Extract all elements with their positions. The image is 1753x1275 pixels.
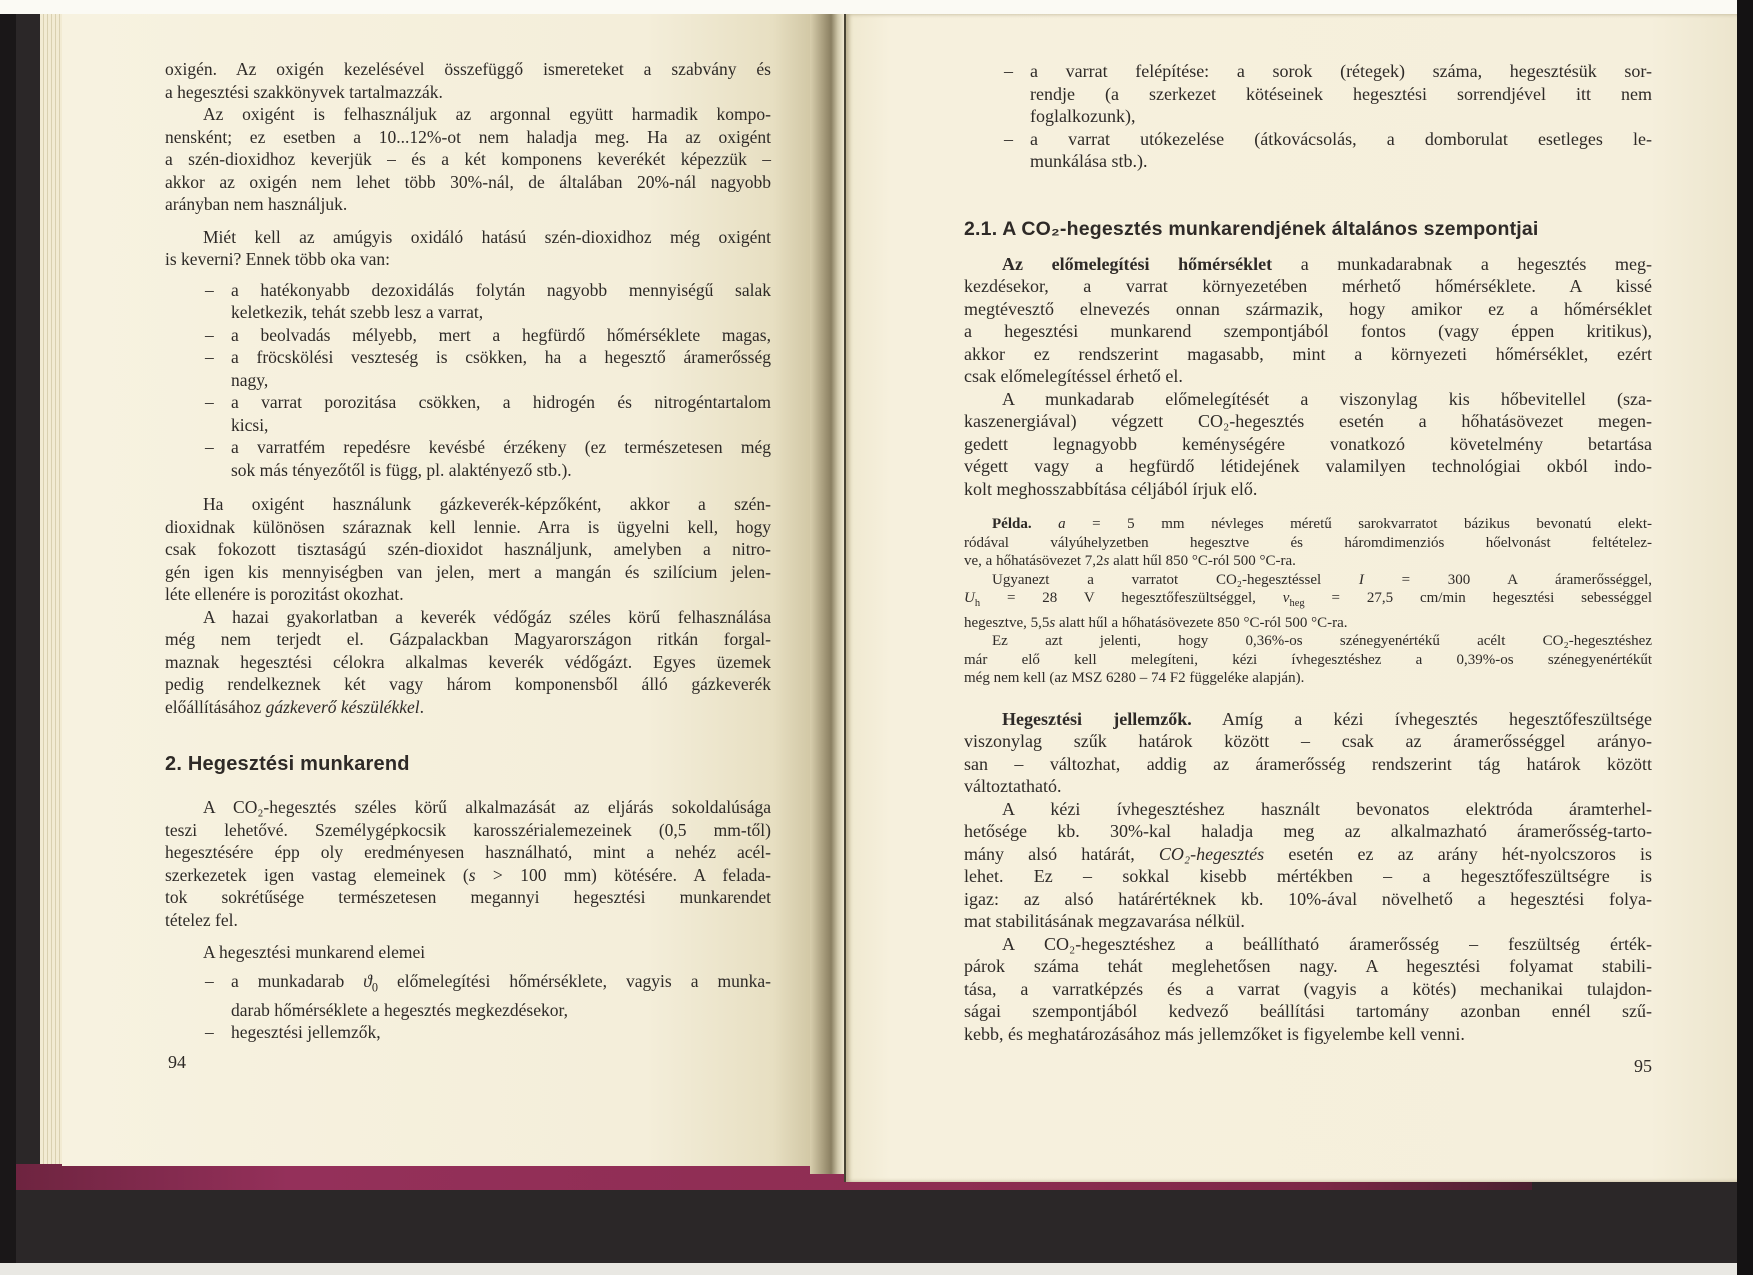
bullet-dash-icon: – xyxy=(205,970,214,991)
bullet-list xyxy=(165,970,771,1044)
bullet-dash-icon: – xyxy=(1004,128,1013,149)
text-line: tok sokrétűsége természetesen megannyi hegesztési munkarendet xyxy=(165,887,771,907)
text-line: keletkezik, tehát szebb lesz a varrat, xyxy=(231,302,484,322)
page-edge-stack xyxy=(40,14,62,1166)
text-line: szerkezetek igen vastag elemeinek (s > 100 mm) kötésére. A felada- xyxy=(165,864,771,885)
text-line: ródával vályúhelyzetben hegesztve és háromdimenziós hőelvonást feltételez- xyxy=(964,534,1652,551)
text-line: a varrat utókezelése (átkovácsolás, a domborulat esetleges le- xyxy=(1030,128,1652,149)
text-line: végett vagy a hegfürdő létidejének valamilyen technológiai okból indo- xyxy=(964,456,1652,476)
text-line: tása, a varratképzés és a varrat (vagyis a kötés) mechanikai tulajdon- xyxy=(964,978,1652,999)
text-line: a varrat felépítése: a sorok (rétegek) száma, hegesztésük sor- xyxy=(1030,61,1652,81)
scanner-top-band xyxy=(0,0,1753,14)
page-number-right: 95 xyxy=(1634,1056,1652,1076)
list-item xyxy=(964,60,1652,128)
bullet-dash-icon: – xyxy=(205,279,214,300)
text-line: kolt meghosszabbítása céljából írjuk elő. xyxy=(964,478,1258,499)
text-line: Ez azt jelenti, hogy 0,36%-os szénegyenértékű acélt CO₂-hegesztéshez xyxy=(992,633,1652,649)
text-line: kezdésekor, a varrat környezetében mérhető hőmérséklete. A kissé xyxy=(964,276,1652,296)
text-line: hegesztési jellemzők, xyxy=(231,1022,381,1042)
text-line: igaz: az alsó határértéknek kb. 10%-ával növelhető a hegesztési folya- xyxy=(964,888,1652,909)
right-page xyxy=(844,14,1739,1182)
paragraph xyxy=(165,58,771,103)
list-item xyxy=(165,436,771,481)
backdrop-right xyxy=(1737,0,1753,1275)
paragraph xyxy=(964,388,1652,501)
text-line: a varrat porozitása csökken, a hidrogén és nitrogéntartalom xyxy=(231,392,771,412)
paragraph xyxy=(964,708,1652,798)
text-line: Példa. a = 5 mm névleges méretű sarokvarratot bázikus bevonatú elekt- xyxy=(992,516,1653,532)
list-item xyxy=(165,1021,771,1044)
text-line: pedig rendelkeznek két vagy három komponensből álló gázkeverék xyxy=(165,674,771,694)
text-line: már elő kell melegíteni, kézi ívhegesztéshez a 0,39%-os szénegyenértékűt xyxy=(964,651,1652,668)
text-line: előállításához gázkeverő készülékkel. xyxy=(165,696,424,717)
text-line: rendje (a szerkezet kötéseinek hegesztési sorrendjével itt nem xyxy=(1030,83,1652,104)
paragraph xyxy=(165,796,771,931)
text-line: A CO₂-hegesztéshez a beállítható áramerősség – feszültség érték- xyxy=(1002,933,1652,954)
text-line: teszi lehetővé. Személygépkocsik karosszérialemezeinek (0,5 mm-től) xyxy=(165,819,771,840)
text-line: foglalkozunk), xyxy=(1030,106,1136,126)
list-item xyxy=(165,970,771,1022)
paragraph xyxy=(165,226,771,271)
text-line: is keverni? Ennek több oka van: xyxy=(165,249,391,269)
bullet-dash-icon: – xyxy=(205,437,214,457)
text-line: Ha oxigént használunk gázkeverék-képzőként, akkor a szén- xyxy=(203,494,771,514)
paragraph xyxy=(964,933,1652,1046)
page-gutter-shadow xyxy=(810,14,844,1174)
text-line: akkor az oxigén nem lehet több 30%-nál, de általában 20%-nál nagyobb xyxy=(165,171,771,192)
text-line: gén igen kis mennyiségben van jelen, mert a mangán és szilícium jelen- xyxy=(165,561,771,582)
section-heading: 2.1. A CO₂-hegesztés munkarendjének általános szempontjai xyxy=(964,217,1539,240)
text-line: ve, a hőhatásövezet 7,2s alatt hűl 850 °C-ról 500 °C-ra. xyxy=(964,553,1296,569)
bullet-dash-icon: – xyxy=(205,347,214,367)
left-page xyxy=(62,14,810,1166)
text-line: viszonylag szűk határok között – csak az áramerősséggel arányo- xyxy=(964,731,1652,751)
backdrop-left xyxy=(0,14,16,1263)
text-line: A hegesztési munkarend elemei xyxy=(203,942,426,962)
paragraph xyxy=(964,632,1652,688)
text-line: léte ellenére is porozitást okozhat. xyxy=(165,584,404,604)
paragraph xyxy=(964,253,1652,388)
paragraph xyxy=(165,103,771,216)
text-line: tételez fel. xyxy=(165,909,238,930)
text-line: Az előmelegítési hőmérséklet a munkadarabnak a hegesztés meg- xyxy=(1002,253,1652,274)
text-line: san – változhat, addig az áramerősség rendszerint tág határok között xyxy=(964,753,1652,774)
text-line: nagy, xyxy=(231,369,269,390)
list-item xyxy=(165,346,771,391)
text-line: mány alsó határát, CO₂-hegesztés esetén ez az arány hét-nyolcszoros is xyxy=(964,843,1652,864)
text-line: dioxidnak különösen száraznak kell lennie. Arra is ügyelni kell, hogy xyxy=(165,516,771,537)
text-line: Hegesztési jellemzők. Amíg a kézi ívhegesztés hegesztőfeszültsége xyxy=(1002,708,1652,729)
text-line: akkor ez rendszerint magasabb, mint a környezeti hőmérséklet, ezért xyxy=(964,343,1652,364)
text-line: csak fokozott tisztaságú szén-dioxidot használjunk, amelyben a nitro- xyxy=(165,539,771,559)
text-line: kaszenergiával) végzett CO₂-hegesztés esetén a hőhatásövezet megen- xyxy=(964,411,1652,431)
bullet-list xyxy=(964,60,1652,173)
book-cover-spine xyxy=(16,14,42,1188)
bullet-list xyxy=(165,279,771,482)
bullet-dash-icon: – xyxy=(205,392,214,412)
text-line: a hegesztési munkarend szempontjából fontos (vagy éppen kritikus), xyxy=(964,321,1652,341)
text-line: a hegesztési szakkönyvek tartalmazzák. xyxy=(165,81,443,102)
text-line: arányban nem használjuk. xyxy=(165,194,348,214)
text-line: a szén-dioxidhoz keverjük – és a két komponens keverékét képezzük – xyxy=(165,149,771,169)
list-item xyxy=(165,391,771,436)
text-line: munkálása stb.). xyxy=(1030,151,1148,171)
text-line: a fröcskölési veszteség is csökken, ha a hegesztő áramerősség xyxy=(231,347,771,367)
text-line: párok száma tehát meglehetősen nagy. A hegesztési folyamat stabili- xyxy=(964,956,1652,976)
list-item xyxy=(964,128,1652,173)
paragraph xyxy=(165,941,771,964)
text-line: ságai szempontjából kedvező beállítási tartomány azonban ennél szű- xyxy=(964,1001,1652,1021)
text-line: $U_h = 28$ V hegesztőfeszültséggel, $v_{heg} = 27,5$ cm/min hegesztési sebességgel xyxy=(964,590,1652,609)
text-line: darab hőmérséklete a hegesztés megkezdésekor, xyxy=(231,999,568,1020)
text-line: Miét kell az amúgyis oxidáló hatású szén-dioxidhoz még oxigént xyxy=(203,226,771,247)
section-heading: 2. Hegesztési munkarend xyxy=(165,753,410,775)
text-line: A munkadarab előmelegítését a viszonylag kis hőbevitellel (sza- xyxy=(1002,388,1652,409)
text-line: a beolvadás mélyebb, mert a hegfürdő hőmérséklete magas, xyxy=(231,324,771,345)
page-number-left: 94 xyxy=(168,1052,186,1072)
text-line: még nem terjedt el. Gázpalackban Magyarországon ritkán forgal- xyxy=(165,629,771,649)
text-line: hegesztésére épp oly eredményesen használható, mint a nehéz acél- xyxy=(165,842,771,862)
text-line: oxigén. Az oxigén kezelésével összefüggő ismereteket a szabvány és xyxy=(165,59,771,79)
text-line: A CO₂-hegesztés széles körű alkalmazását az eljárás sokoldalúsága xyxy=(203,797,771,817)
paragraph xyxy=(165,606,771,719)
list-item xyxy=(165,279,771,324)
paragraph xyxy=(165,493,771,606)
text-line: még nem kell (az MSZ 6280 – 74 F2 függeléke alapján). xyxy=(964,670,1305,686)
list-item xyxy=(165,324,771,347)
text-line: változtatható. xyxy=(964,776,1062,796)
bullet-dash-icon: – xyxy=(1004,61,1013,81)
text-line: A hazai gyakorlatban a keverék védőgáz széles körű felhasználása xyxy=(203,606,771,627)
text-line: maznak hegesztési célokra alkalmas keverék védőgázt. Egyes üzemek xyxy=(165,651,771,672)
text-line: sok más tényezőtől is függ, pl. alaktényező stb.). xyxy=(231,459,572,480)
text-line: kicsi, xyxy=(231,414,269,435)
left-page-text-column xyxy=(165,58,771,1044)
right-page-text-column xyxy=(964,60,1652,1045)
text-line: Ugyanezt a varratot CO₂-hegesztéssel I = 300 A áramerősséggel, xyxy=(992,571,1652,588)
text-line: lehet. Ez – sokkal kisebb mértékben – a hegesztőfeszültségre is xyxy=(964,866,1652,886)
text-line: a varratfém repedésre kevésbé érzékeny (ez természetesen még xyxy=(231,437,771,457)
text-line: gedett legnagyobb keménységére vonatkozó követelmény betartása xyxy=(964,433,1652,454)
text-line: megtévesztő elnevezés onnan származik, hogy amikor ez a hőmérséklet xyxy=(964,298,1652,319)
text-line: a hatékonyabb dezoxidálás folytán nagyobb mennyiségű salak xyxy=(231,279,771,300)
text-line: hetősége kb. 30%-kal haladja meg az alkalmazható áramerősség-tarto- xyxy=(964,821,1652,841)
text-line: A kézi ívhegesztéshez használt bevonatos elektróda áramterhel- xyxy=(1002,798,1652,819)
text-line: kebb, és meghatározásához más jellemzőket is figyelembe kell venni. xyxy=(964,1023,1465,1044)
bullet-dash-icon: – xyxy=(205,1022,214,1042)
text-line: csak előmelegítéssel érhető el. xyxy=(964,366,1183,386)
paragraph xyxy=(964,571,1652,633)
paragraph xyxy=(964,515,1652,571)
text-line: mat stabilitásának megzavarása nélkül. xyxy=(964,911,1245,931)
text-line: a munkadarab $ϑ_0$ előmelegítési hőmérséklete, vagyis a munka- xyxy=(231,970,771,994)
scanner-bottom-strip xyxy=(0,1263,1753,1275)
paragraph xyxy=(964,798,1652,933)
text-line: Az oxigént is felhasználjuk az argonnal együtt harmadik kompo- xyxy=(203,104,771,124)
bullet-dash-icon: – xyxy=(205,324,214,345)
text-line: hegesztve, 5,5s alatt hűl a hőhatásövezete 850 °C-ról 500 °C-ra. xyxy=(964,614,1348,631)
text-line: nensként; ez esetben a 10...12%-ot nem haladja meg. Ha az oxigént xyxy=(165,126,771,147)
